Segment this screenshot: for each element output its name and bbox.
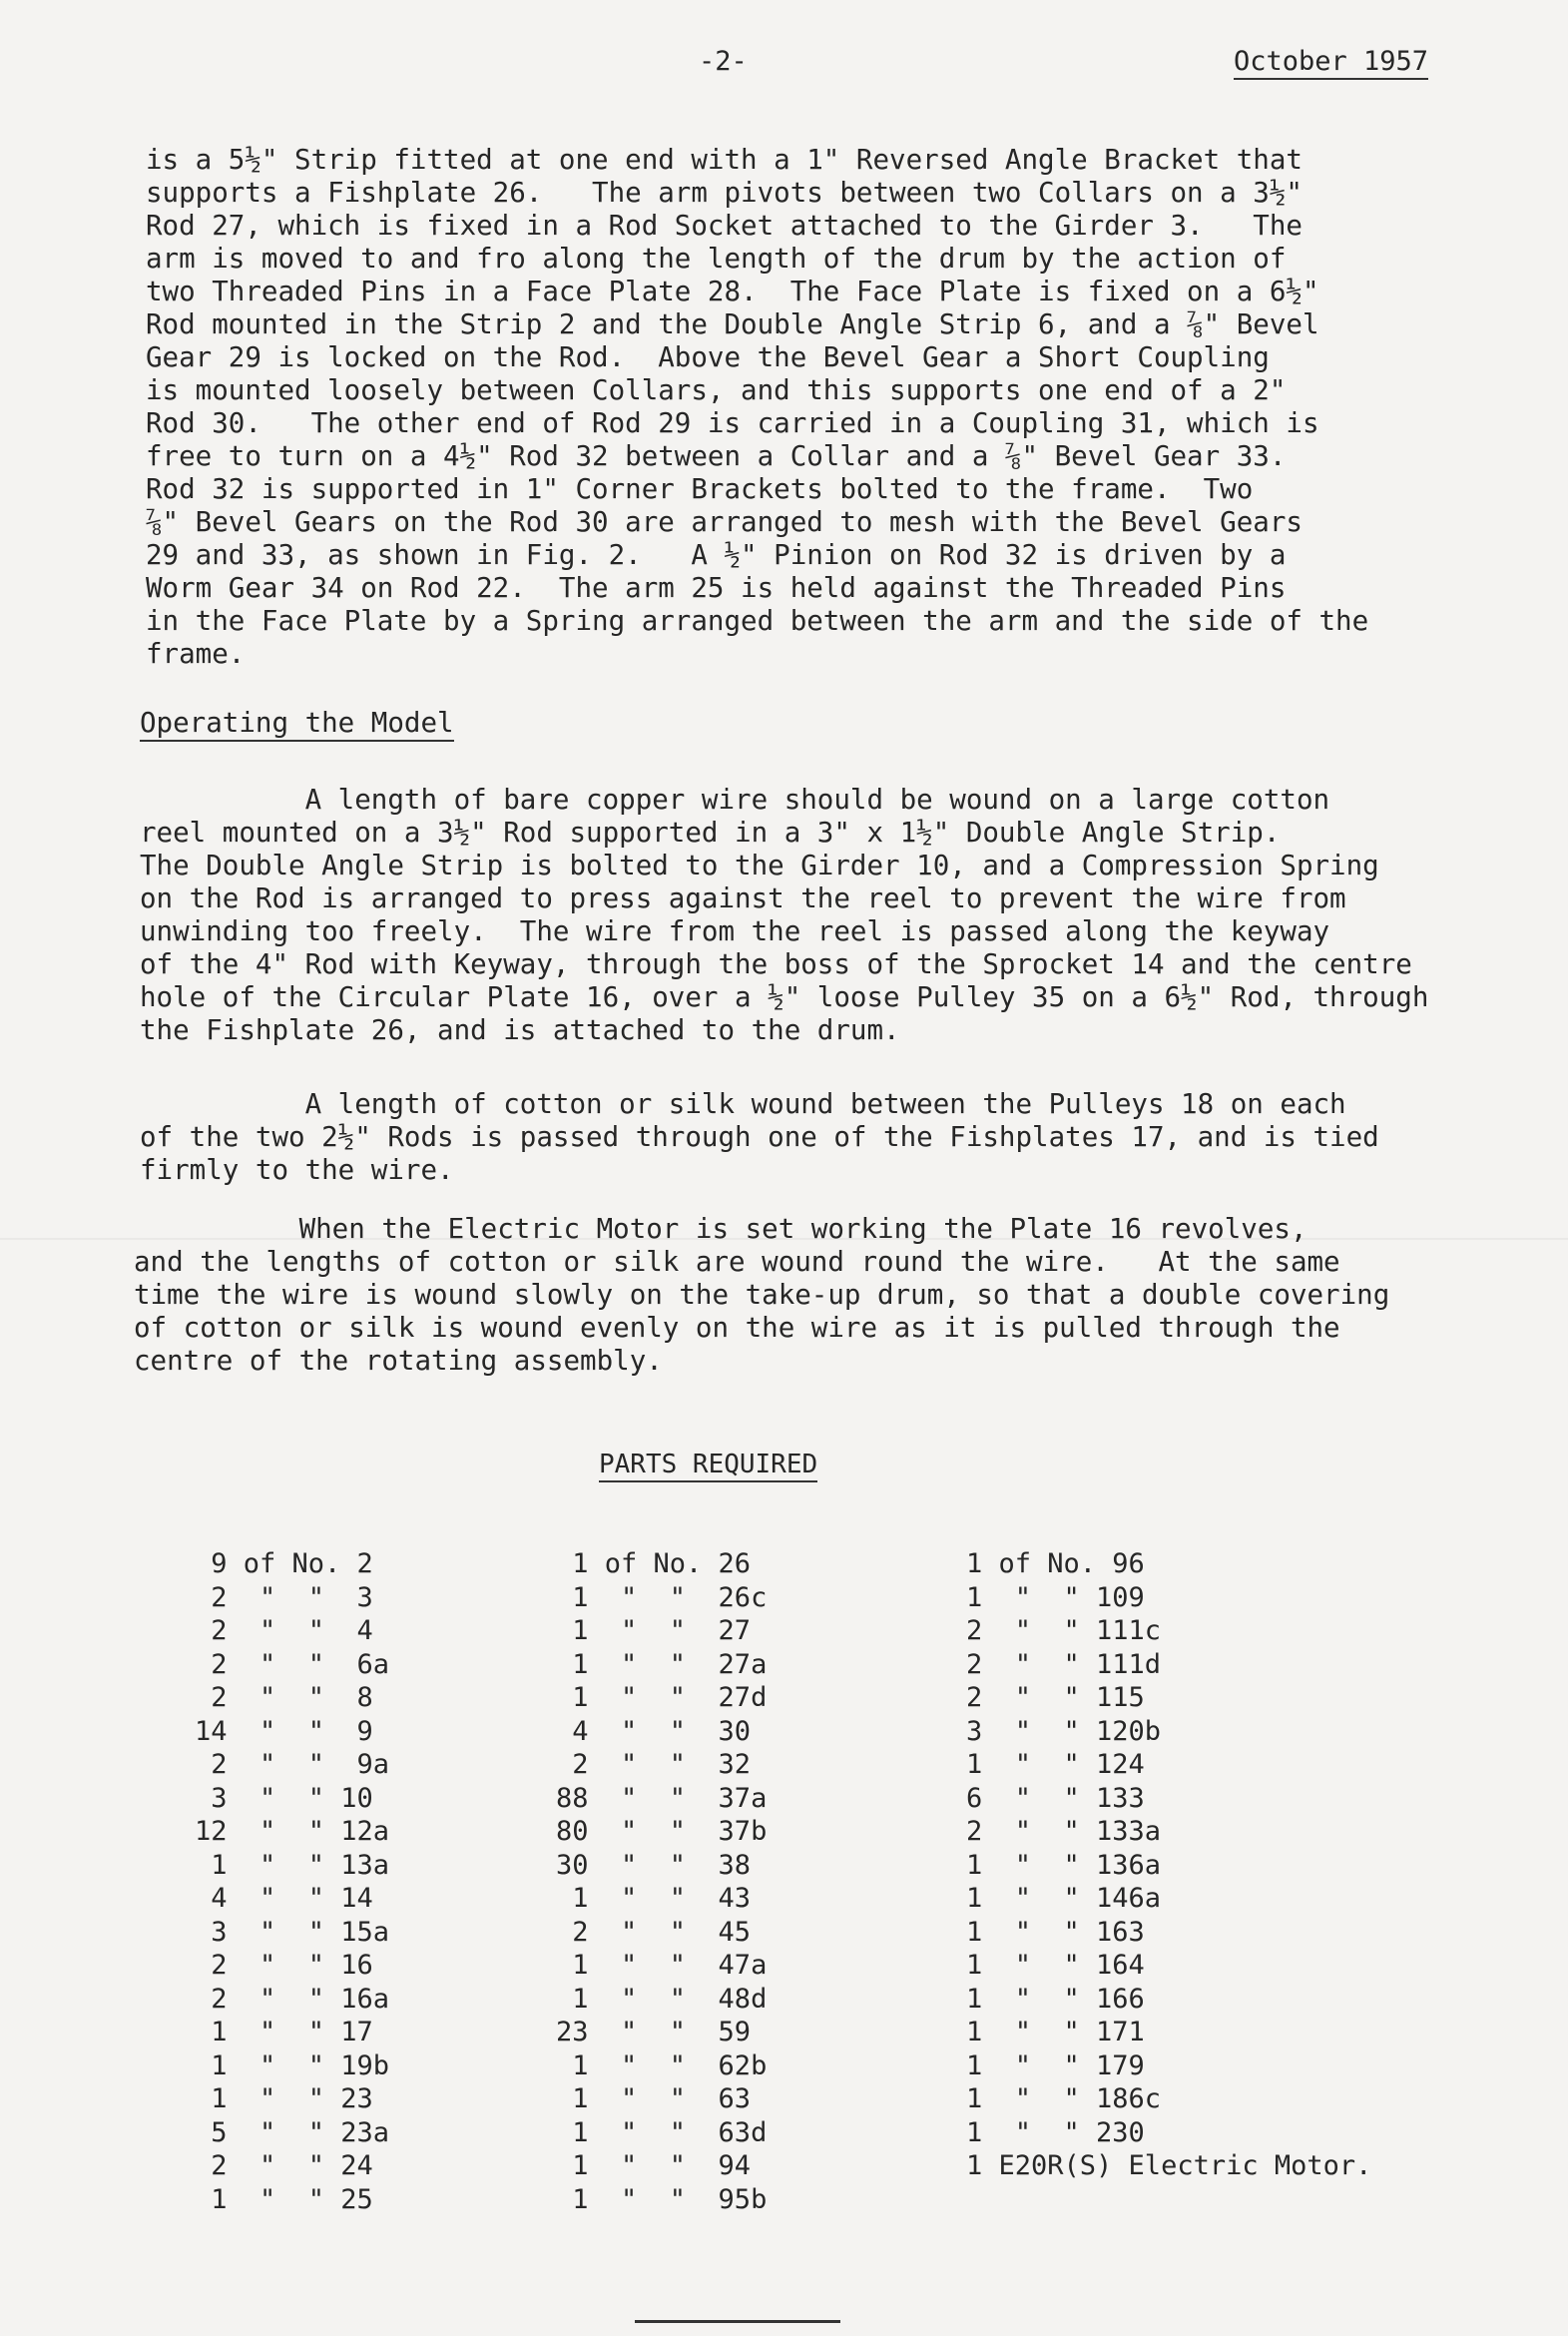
parts-list-item: 1 " " 19b bbox=[195, 2049, 390, 2081]
parts-list-item: 1 " " 63 bbox=[556, 2083, 752, 2114]
parts-list-item: 2 " " 111d bbox=[966, 1648, 1162, 1680]
parts-list-item: 1 " " 179 bbox=[966, 2049, 1145, 2081]
parts-list-item: 1 " " 13a bbox=[195, 1849, 390, 1881]
parts-list-item: 1 " " 95b bbox=[556, 2183, 768, 2215]
parts-list-item: 1 " " 17 bbox=[195, 2017, 373, 2047]
parts-list-item: 1 " " 43 bbox=[556, 1883, 752, 1914]
parts-list-item: 3 " " 120b bbox=[966, 1715, 1162, 1747]
paragraph-arm-mechanism: is a 5½" Strip fitted at one end with a 1" Reversed Angle Bracket that supports a Fishplate 26. The arm pivots between two Collars on a 3½" Rod 27, which is fixed in a Rod Socket attached to the Girder 3. The arm is moved to and fro along the length of the drum by the action of two Threaded Pins in a Face Plate 28. The Face Plate is fixed on a 6½" Rod mounted in the Strip 2 and the Double Angle Strip 6, and a ⅞" Bevel Gear 29 is locked on the Rod. Above the Bevel Gear a Short Coupling is mounted loosely between Collars, and this supports one end of a 2" Rod 30. The other end of Rod 29 is carried in a Coupling 31, which is free to turn on a 4½" Rod 32 between a Collar and a ⅞" Bevel Gear 33. Rod 32 is supported in 1" Corner Brackets bolted to the frame. Two ⅞" Bevel Gears on the Rod 30 are arranged to mesh with the Bevel Gears 29 and 33, as shown in Fig. 2. A ½" Pinion on Rod 32 is driven by a Worm Gear 34 on Rod 22. The arm 25 is held against the Threaded Pins in the Face Plate by a Spring arranged between the arm and the side of the frame. bbox=[146, 144, 1369, 670]
parts-list-item: 1 " " 109 bbox=[966, 1581, 1145, 1613]
parts-column-1 bbox=[195, 1547, 389, 2216]
parts-list-item: 1 " " 25 bbox=[195, 2183, 373, 2215]
footer-rule bbox=[635, 2320, 840, 2323]
parts-column-3 bbox=[966, 1547, 1371, 2183]
parts-column-2 bbox=[556, 1547, 767, 2216]
parts-list-item: 1 " " 94 bbox=[556, 2150, 752, 2181]
parts-list-item: 2 " " 32 bbox=[556, 1749, 752, 1780]
page-number: -2- bbox=[699, 46, 748, 77]
paragraph-electric-motor: When the Electric Motor is set working the Plate 16 revolves, and the lengths of cotton or silk are wound round the wire. At the same time the wire is wound slowly on the take-up drum, so that a double covering of cotton or silk is wound evenly on the wire as it is pulled through the centre of the rotating assembly. bbox=[134, 1213, 1390, 1377]
parts-list-item: 88 " " 37a bbox=[556, 1782, 768, 1814]
parts-list-item: 3 " " 10 bbox=[195, 1782, 373, 1814]
parts-list-item: 12 " " 12a bbox=[195, 1816, 390, 1847]
parts-list-item: 30 " " 38 bbox=[556, 1849, 752, 1881]
section-heading: Operating the Model bbox=[140, 707, 454, 742]
document-date: October 1957 bbox=[1234, 46, 1428, 80]
parts-list-item: 2 " " 8 bbox=[195, 1682, 373, 1713]
parts-list-item: 1 " " 166 bbox=[966, 1983, 1145, 2015]
parts-list-item: 1 " " 124 bbox=[966, 1749, 1145, 1780]
parts-list-item: 1 " " 230 bbox=[966, 2116, 1145, 2148]
parts-list-item: 5 " " 23a bbox=[195, 2116, 390, 2148]
parts-list-item: 23 " " 59 bbox=[556, 2017, 752, 2047]
paragraph-cotton-silk: A length of cotton or silk wound between the Pulleys 18 on each of the two 2½" Rods is passed through one of the Fishplates 17, and is tied firmly to the wire. bbox=[140, 1088, 1379, 1186]
parts-list-item: 1 " " 171 bbox=[966, 2017, 1145, 2047]
parts-list-item: 1 " " 186c bbox=[966, 2083, 1162, 2114]
parts-list-item: 2 " " 115 bbox=[966, 1682, 1145, 1713]
parts-list-item: 2 " " 133a bbox=[966, 1816, 1162, 1847]
parts-list-item: 1 " " 146a bbox=[966, 1883, 1162, 1914]
parts-list-item: 2 " " 24 bbox=[195, 2150, 373, 2181]
parts-list-item: 1 " " 27 bbox=[556, 1615, 752, 1646]
parts-list-item: 4 " " 30 bbox=[556, 1715, 752, 1747]
parts-list-item: 2 " " 4 bbox=[195, 1615, 373, 1646]
parts-list-item: 2 " " 111c bbox=[966, 1615, 1162, 1646]
parts-list-item: 1 " " 136a bbox=[966, 1849, 1162, 1881]
parts-list-item: 1 " " 62b bbox=[556, 2049, 768, 2081]
parts-list-item: 1 " " 164 bbox=[966, 1950, 1145, 1981]
parts-list-item: 1 " " 23 bbox=[195, 2083, 373, 2114]
parts-list-item: 2 " " 9a bbox=[195, 1749, 390, 1780]
parts-list-item: 1 " " 63d bbox=[556, 2116, 768, 2148]
parts-list-item: 1 " " 26c bbox=[556, 1581, 768, 1613]
parts-list-item: 6 " " 133 bbox=[966, 1782, 1145, 1814]
parts-list-item: 1 E20R(S) Electric Motor. bbox=[966, 2150, 1372, 2181]
parts-list-item: 2 " " 6a bbox=[195, 1648, 390, 1680]
parts-list-item: 2 " " 16a bbox=[195, 1983, 390, 2015]
paragraph-copper-wire: A length of bare copper wire should be wound on a large cotton reel mounted on a 3½" Rod supported in a 3" x 1½" Double Angle Strip. The Double Angle Strip is bolted to the Girder 10, and a Compression Spring on the Rod is arranged to press against the reel to prevent the wire from unwinding too freely. The wire from the reel is passed along the keyway of the 4" Rod with Keyway, through the boss of the Sprocket 14 and the centre hole of the Circular Plate 16, over a ½" loose Pulley 35 on a 6½" Rod, through the Fishplate 26, and is attached to the drum. bbox=[140, 784, 1429, 1046]
parts-list-item: 2 " " 45 bbox=[556, 1916, 752, 1948]
parts-list-item: 1 " " 27a bbox=[556, 1648, 768, 1680]
parts-list-item: 3 " " 15a bbox=[195, 1916, 390, 1948]
parts-list-item: 14 " " 9 bbox=[195, 1715, 373, 1747]
parts-list-item: 4 " " 14 bbox=[195, 1883, 373, 1914]
parts-list-item: 1 " " 48d bbox=[556, 1983, 768, 2015]
parts-list-item: 1 " " 163 bbox=[966, 1916, 1145, 1948]
parts-list-item: 2 " " 3 bbox=[195, 1581, 373, 1613]
parts-list-item: 2 " " 16 bbox=[195, 1950, 373, 1981]
parts-list-title: PARTS REQUIRED bbox=[599, 1450, 817, 1482]
parts-list-item: 9 of No. 2 bbox=[195, 1548, 373, 1579]
parts-list-item: 1 of No. 26 bbox=[556, 1548, 752, 1579]
parts-list-item: 1 " " 47a bbox=[556, 1950, 768, 1981]
parts-list-item: 1 " " 27d bbox=[556, 1682, 768, 1713]
parts-list-item: 80 " " 37b bbox=[556, 1816, 768, 1847]
parts-list-item: 1 of No. 96 bbox=[966, 1548, 1145, 1579]
